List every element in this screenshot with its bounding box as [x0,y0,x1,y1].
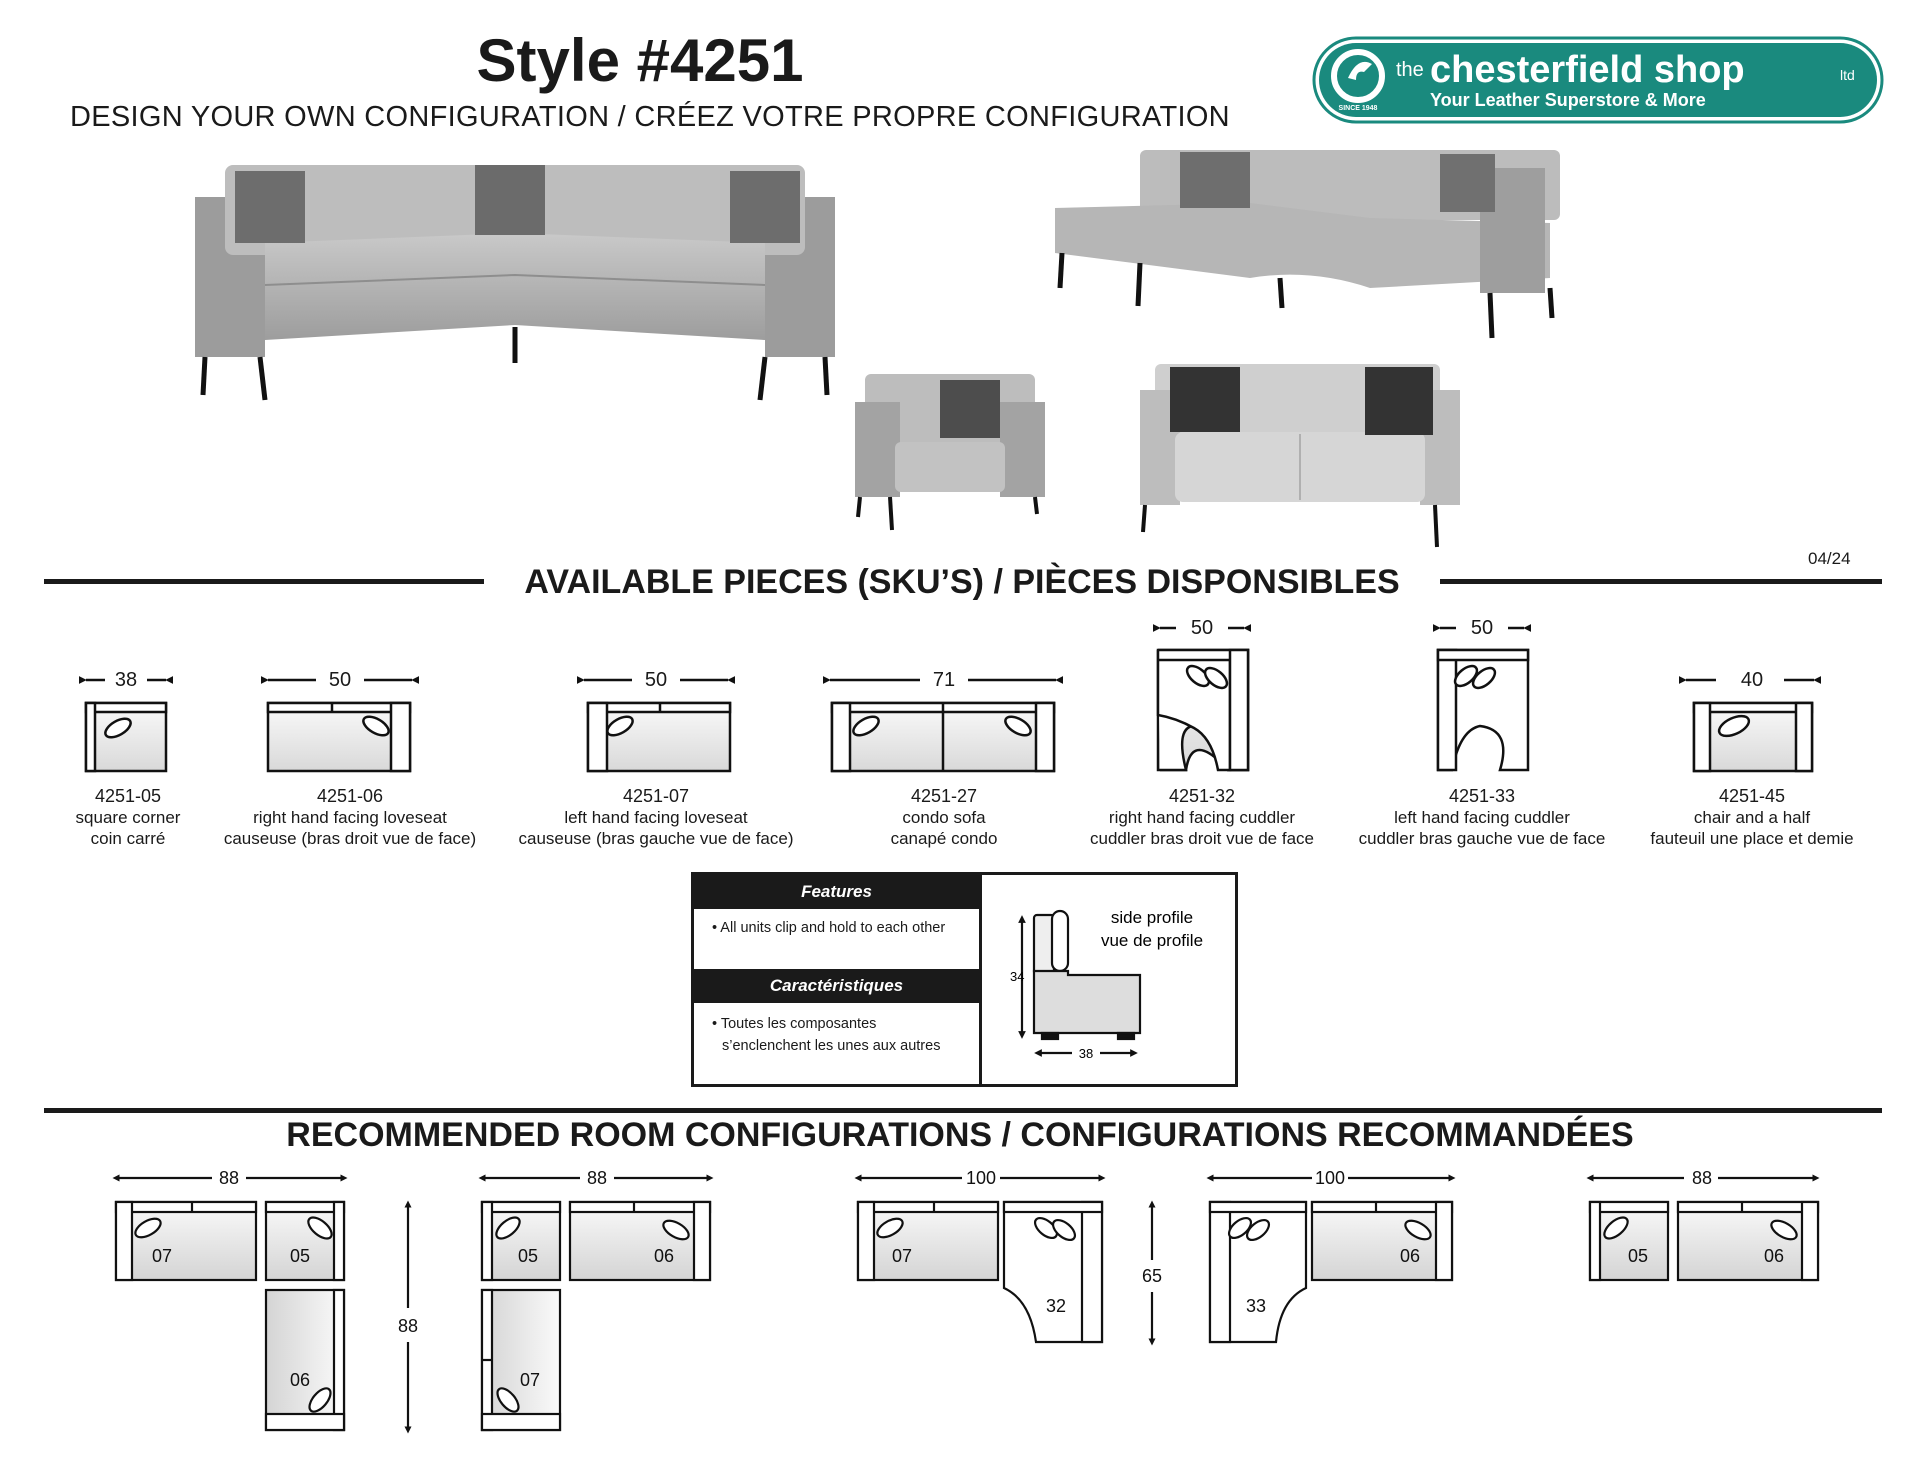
config-1-piece-c: 06 [289,1370,311,1390]
piece-width-27: 71 [932,669,956,691]
chaise-sectional-photo [1050,148,1580,348]
piece-05-diagram [86,680,166,771]
features-box [691,872,1238,1087]
piece-desc-fr: causeuse (bras droit vue de face) [223,829,477,848]
piece-desc-fr: coin carré [90,829,166,848]
config-2-width: 88 [586,1168,608,1188]
config-5-piece-b: 06 [1763,1246,1785,1266]
config-5-piece-a: 05 [1627,1246,1649,1266]
piece-sku: 4251-32 [1168,786,1236,806]
config-2-piece-b: 06 [653,1246,675,1266]
piece-width-07: 50 [644,669,668,691]
piece-07-diagram [584,680,730,771]
config-1-piece-a: 07 [151,1246,173,1266]
page-title: Style #4251 [476,27,804,94]
config-5-width: 88 [1691,1168,1713,1188]
piece-45-label [1636,786,1868,849]
features-text-en: • All units clip and hold to each other [712,920,946,936]
features-text-fr-1: • Toutes les composantes [712,1016,877,1032]
config-4-width: 100 [1314,1168,1346,1188]
config-4-piece-b: 06 [1399,1246,1421,1266]
piece-07-label [508,786,804,849]
pieces-diagrams [0,610,1920,790]
piece-06-label [214,786,486,849]
piece-sku: 4251-07 [622,786,690,806]
config-1-diagram [116,1178,408,1430]
piece-sku: 4251-06 [316,786,384,806]
profile-height-value: 34 [1010,969,1025,984]
piece-32-diagram [1158,628,1248,770]
piece-desc-fr: causeuse (bras gauche vue de face) [518,829,794,848]
piece-33-label [1344,786,1620,849]
profile-label-en: side profile [1110,908,1194,927]
config-1-height: 88 [397,1316,419,1336]
piece-width-45: 40 [1740,669,1764,691]
piece-desc-en: right hand facing cuddler [1108,808,1296,827]
chesterfield-logo [1312,36,1884,124]
configs-rule [44,1108,1882,1113]
profile-depth-value: 38 [1078,1046,1094,1061]
piece-desc-en: square corner [75,808,181,827]
config-4-piece-a: 33 [1245,1296,1267,1316]
features-title: Features [694,875,979,909]
piece-33-diagram [1438,628,1528,770]
config-2-piece-a: 05 [517,1246,539,1266]
logo-since: SINCE 1948 [1338,105,1378,112]
piece-width-33: 50 [1470,617,1494,639]
config-3-piece-a: 07 [891,1246,913,1266]
pieces-section-title: AVAILABLE PIECES (SKU’S) / PIÈCES DISPONSIBLES [524,563,1400,601]
piece-desc-fr: canapé condo [890,829,998,848]
piece-desc-en: right hand facing loveseat [253,808,447,827]
loveseat-photo [1135,362,1465,552]
config-2-diagram [482,1178,710,1430]
config-2-piece-c: 07 [519,1370,541,1390]
config-1-piece-b: 05 [289,1246,311,1266]
piece-desc-en: left hand facing loveseat [564,808,748,827]
piece-32-label [1070,786,1334,849]
sectional-photo [185,155,845,405]
chair-photo [850,372,1050,532]
piece-width-06: 50 [328,669,352,691]
configs-section-title: RECOMMENDED ROOM CONFIGURATIONS / CONFIGURATIONS RECOMMANDÉES [286,1116,1634,1154]
features-title-fr: Caractéristiques [694,969,979,1003]
config-1-width: 88 [218,1168,240,1188]
piece-sku: 4251-05 [94,786,162,806]
piece-sku: 4251-45 [1718,786,1786,806]
piece-sku: 4251-33 [1448,786,1516,806]
logo-tagline: Your Leather Superstore & More [1430,90,1706,110]
piece-06-diagram [268,680,412,771]
piece-desc-fr: fauteuil une place et demie [1650,829,1854,848]
piece-27-label [824,786,1064,849]
section-rule-left [44,579,484,584]
features-text-fr-2: s’enclenchent les unes aux autres [722,1038,941,1054]
piece-width-32: 50 [1190,617,1214,639]
piece-desc-en: chair and a half [1693,808,1811,827]
piece-desc-fr: cuddler bras gauche vue de face [1358,829,1606,848]
section-rule-right [1440,579,1882,584]
piece-sku: 4251-27 [910,786,978,806]
piece-desc-en: condo sofa [902,808,986,827]
page-subtitle: DESIGN YOUR OWN CONFIGURATION / CRÉEZ VOTRE PROPRE CONFIGURATION [70,101,1230,133]
config-3-height: 65 [1141,1266,1163,1286]
side-profile-diagram [982,875,1235,1084]
logo-ltd: ltd [1840,67,1855,83]
config-3-width: 100 [965,1168,997,1188]
profile-label-fr: vue de profile [1100,931,1204,950]
piece-desc-fr: cuddler bras droit vue de face [1090,829,1314,848]
piece-desc-en: left hand facing cuddler [1394,808,1570,827]
date-code: 04/24 [1808,549,1851,568]
piece-27-diagram [830,680,1056,771]
piece-05-label [30,786,226,849]
configs-diagrams [0,1160,1920,1460]
piece-45-diagram [1686,680,1814,771]
logo-name: chesterfield shop [1430,49,1745,91]
piece-width-05: 38 [114,669,138,691]
config-3-piece-b: 32 [1045,1296,1067,1316]
logo-the: the [1396,59,1424,81]
